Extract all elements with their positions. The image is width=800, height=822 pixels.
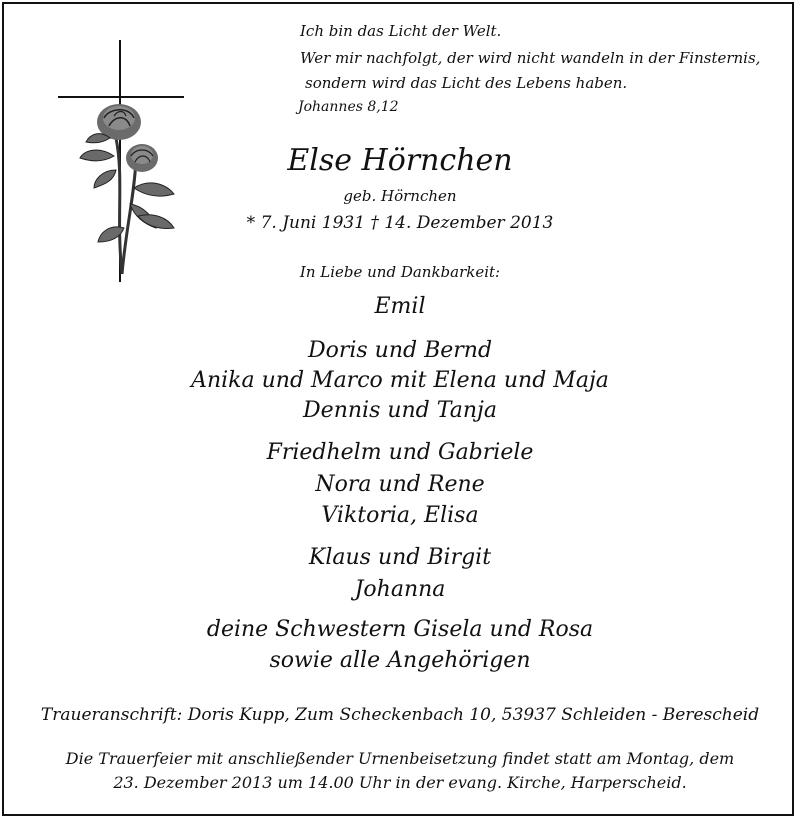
family-line: Friedhelm und Gabriele	[266, 440, 534, 465]
family-line: Anika und Marco mit Elena und Maja	[191, 368, 609, 393]
verse-line-2: Wer mir nachfolgt, der wird nicht wandeln in der Finsternis,	[300, 49, 761, 67]
deceased-name: Else Hörnchen	[287, 143, 513, 178]
family-line: Johanna	[354, 577, 446, 602]
verse-reference: Johannes 8,12	[298, 99, 399, 115]
service-info-line-1: Die Trauerfeier mit anschließender Urnenbeisetzung findet statt am Montag, dem	[65, 749, 735, 768]
birth-name: geb. Hörnchen	[343, 187, 457, 205]
family-line: Dennis und Tanja	[303, 398, 497, 423]
family-line: Nora und Rene	[315, 472, 485, 497]
verse-line-1: Ich bin das Licht der Welt.	[300, 22, 502, 40]
spouse-name: Emil	[374, 294, 426, 319]
thanks-intro: In Liebe und Dankbarkeit:	[299, 263, 501, 281]
family-line: deine Schwestern Gisela und Rosa	[206, 617, 594, 642]
verse-line-3: sondern wird das Licht des Lebens haben.	[305, 74, 628, 92]
service-info-line-2: 23. Dezember 2013 um 14.00 Uhr in der evang. Kirche, Harperscheid.	[113, 773, 687, 792]
life-dates: * 7. Juni 1931 † 14. Dezember 2013	[246, 213, 554, 233]
family-line: Klaus und Birgit	[308, 545, 492, 570]
family-line: Viktoria, Elisa	[321, 503, 479, 528]
family-line: Doris und Bernd	[307, 338, 493, 363]
family-line: sowie alle Angehörigen	[269, 648, 531, 673]
mourning-address: Traueranschrift: Doris Kupp, Zum Scheckenbach 10, 53937 Schleiden - Berescheid	[40, 705, 760, 725]
